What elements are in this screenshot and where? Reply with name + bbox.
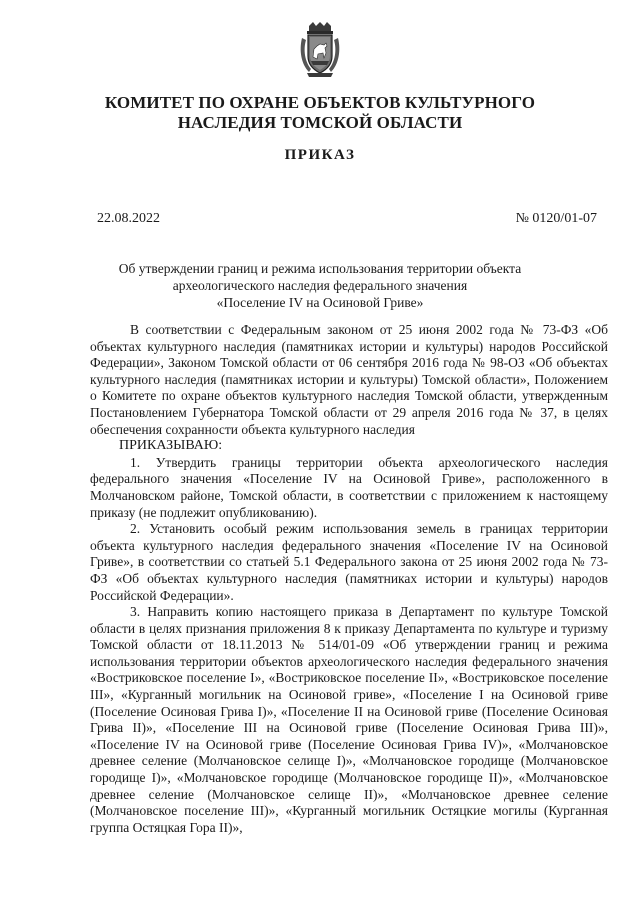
order-body (90, 322, 608, 836)
subject-line2: археологического наследия федерального значения (172, 278, 468, 293)
order-date: 22.08.2022 (97, 211, 160, 226)
order-number: № 0120/01-07 (515, 211, 597, 226)
subject-line1: Об утверждении границ и режима использования территории объекта (118, 261, 522, 276)
emblem (299, 22, 341, 78)
order-item-2: 2. Установить особый режим использования земель в границах территории объекта культурного наследия федерального значения «Поселение IV на Осиновой Гриве», в соответствии со статьей 5.1 Федерального закона от 25 июня 2002 года № 73-ФЗ «Об объектах культурного наследия (памятниках истории и культуры) народов Российской Федерации». (90, 521, 608, 603)
order-subject (90, 260, 550, 311)
order-item-3: 3. Направить копию настоящего приказа в Департамент по культуре Томской области в целях признания приложения 8 к приказу Департамента по культуре и туризму Томской области от 18.11.2013 № 514/01-09 «Об утверждении границ и режима использования территории объектов археологического наследия федерального значения «Востриковское поселение I», «Востриковское поселение II», «Востриковское поселение III», «Курганный могильник на Осиновой гриве», «Поселение I на Осиновой гриве (Поселение Осиновая Грива I)», «Поселение II на Осиновой гриве (Поселение Осиновая Грива II)», «Поселение III на Осиновой гриве (Поселение Осиновая Грива III)», «Поселение IV на Осиновой гриве (Поселение Осиновая Грива IV)», «Молчановское древнее селение (Молчановское селище I)», «Молчановское городище (Молчановское городище I)», «Молчановское городище (Молчановское городище II)», «Молчановское древнее селение (Молчановское селище II)», «Молчановское древнее селение (Молчановское поселение III)», «Курганный могильник Остяцкие могилы (Курганная группа Остяцкая Гора II)», (90, 604, 608, 835)
committee-title-line2: НАСЛЕДИЯ ТОМСКОЙ ОБЛАСТИ (177, 113, 463, 132)
preamble-paragraph: В соответствии с Федеральным законом от 25 июня 2002 года № 73-ФЗ «Об объектах культурного наследия (памятниках истории и культуры) народов Российской Федерации», Законом Томской области от 06 сентября 2016 года № 98-ОЗ «Об объектах культурного наследия (памятниках истории и культуры) Томской области», Положением о Комитете по охране объектов культурного наследия Томской области, утвержденным Постановлением Губернатора Томской области от 29 апреля 2016 года № 37, в целях обеспечения сохранности объекта культурного наследия (90, 322, 608, 437)
document-type: ПРИКАЗ (284, 147, 356, 163)
order-item-1: 1. Утвердить границы территории объекта археологического наследия федерального значения «Поселение IV на Осиновой Гриве», расположенного в Молчановском районе, Томской области, в соответствии с приложением к настоящему приказу (не подлежит опубликованию). (90, 454, 608, 520)
tomsk-oblast-coat-of-arms-icon (299, 22, 341, 78)
subject-line3: «Поселение IV на Осиновой Гриве» (216, 295, 424, 310)
committee-title (0, 93, 640, 133)
order-word: ПРИКАЗЫВАЮ: (119, 438, 223, 454)
committee-title-line1: КОМИТЕТ ПО ОХРАНЕ ОБЪЕКТОВ КУЛЬТУРНОГО (104, 93, 536, 112)
